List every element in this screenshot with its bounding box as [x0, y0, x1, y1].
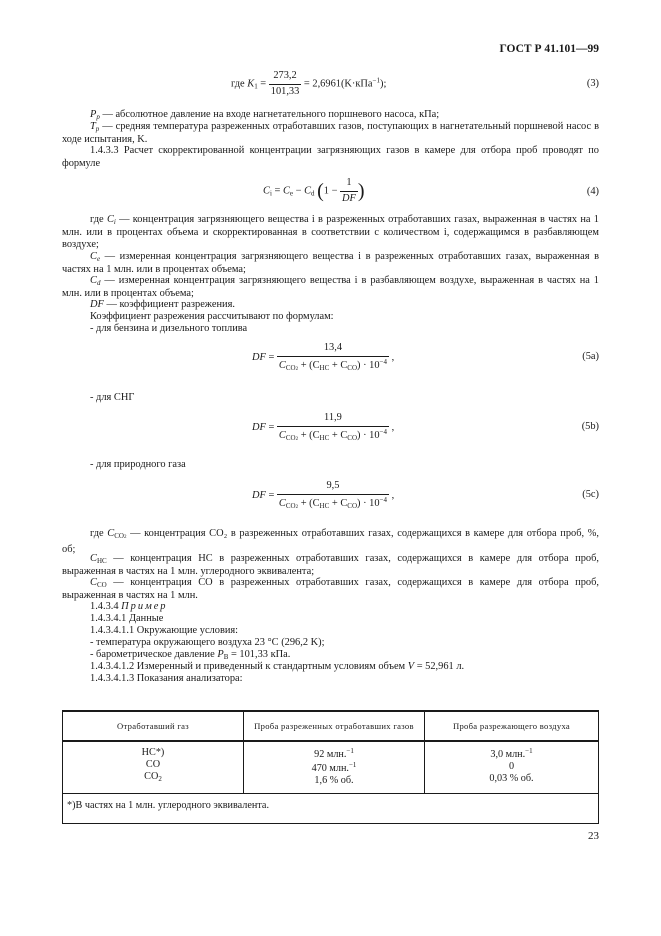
fraction: $\frac{13,4}{C_{CO2} + (C_{HC} + C_{CO}) \cdot 10^{-4}}$ [278, 342, 387, 372]
document-header: ГОСТ Р 41.101—99 [499, 43, 599, 55]
page-number: 23 [588, 830, 599, 842]
definition-ce: $C_e$ — измеренная концентрация загрязняющего вещества i в разреженных отработавших газах, выраженная в частях на 1 млн. или в процентах объема; [62, 251, 599, 275]
sample-cell: 92 млн.$^{-1}$ 470 млн.$^{-1}$ 1,6 % об. [244, 741, 425, 794]
equation-number: (3) [586, 78, 599, 89]
example-heading: 1.4.3.4 Пример [90, 601, 168, 612]
equation-5c: DF = $\frac{9,5}{C_{CO2} + (C_{HC} + C_{CO}) \cdot 10^{-4}}$ , [252, 480, 395, 510]
equation-4: $C_i = C_e - C_d$ (1 − $\frac{1}{DF}$ ) [263, 177, 365, 204]
example-data: 1.4.3.4.1 Данные [90, 613, 164, 624]
definition-ci: где $C_i$ — концентрация загрязняющего вещества i в разреженных отработавших газах, выраженная в частях на 1 млн. или в процентах объема и скорректированная в соответствии с количеством i, содержащимся в разбавляющем воздухе; [62, 214, 599, 251]
example-temperature: - температура окружающего воздуха 23 °С (296,2 K); [90, 637, 325, 648]
example-ambient: 1.4.3.4.1.1 Окружающие условия: [90, 625, 239, 636]
definition-tp: $T_p$ — средняя температура разреженных отработавших газов, поступающих в нагнетательный поршневой насос в ходе испытания, K. [62, 121, 599, 145]
equation-5a: DF = $\frac{13,4}{C_{CO2} + (C_{HC} + C_{CO}) \cdot 10^{-4}}$ , [252, 342, 395, 372]
definition-cco: $C_{CO}$ — концентрация CO в разреженных отработавших газах, содержащихся в камере для отбора проб, выраженная в частях на 1 млн. [62, 577, 599, 601]
definition-cd: $C_d$ — измеренная концентрация загрязняющего вещества i в разбавляющем воздухе, выраженная в частях на 1 млн. или в процентах объема; [62, 275, 599, 299]
fuel-petrol: - для бензина и дизельного топлива [90, 323, 248, 334]
table-header: Проба разреженных отработавших газов [244, 711, 425, 741]
equation-3: где $K_1$ = $\frac{273,2}{101,33}$ = 2,6961(K·кПа$^{-1}$); [231, 70, 387, 97]
air-cell: 3,0 млн.$^{-1}$ 0 0,03 % об. [425, 741, 599, 794]
fuel-lpg: - для СНГ [90, 392, 135, 403]
fraction: $\frac{273,2}{101,33}$ [270, 70, 300, 97]
definition-pp: $P_p$ — абсолютное давление на входе нагнетательного поршневого насоса, кПа; [90, 109, 440, 121]
df-intro: Коэффициент разрежения рассчитывают по формулам: [90, 311, 334, 322]
fuel-natural-gas: - для природного газа [90, 459, 186, 470]
equation-number: (5b) [581, 421, 599, 432]
table-header: Проба разрежающего воздуха [425, 711, 599, 741]
table-footnote: *)В частях на 1 млн. углеродного эквивалента. [63, 794, 599, 823]
example-analyzer: 1.4.3.4.1.3 Показания анализатора: [90, 673, 243, 684]
analyzer-table [62, 710, 599, 824]
example-volume: 1.4.3.4.1.2 Измеренный и приведенный к стандартным условиям объем V = 52,961 л. [90, 661, 465, 672]
definition-cco2: где $C_{CO2}$ — концентрация CO₂ в разреженных отработавших газах, содержащихся в камере для отбора проб, %, об; [62, 528, 599, 556]
definition-df: DF — коэффициент разрежения. [90, 299, 235, 310]
equation-number: (5c) [582, 489, 599, 500]
definition-chc: $C_{HC}$ — концентрация HC в разреженных отработавших газах, содержащихся в камере для отбора проб, выраженная в частях на 1 млн. углеродного эквивалента; [62, 553, 599, 577]
fraction: $\frac{11,9}{C_{CO2} + (C_{HC} + C_{CO}) \cdot 10^{-4}}$ [278, 412, 387, 442]
table-row [63, 741, 599, 794]
table-header: Отработавший газ [63, 711, 244, 741]
equation-number: (5a) [582, 351, 599, 362]
gas-cell: HC*) CO $CO_2$ [63, 741, 244, 794]
equation-5b: DF = $\frac{11,9}{C_{CO2} + (C_{HC} + C_{CO}) \cdot 10^{-4}}$ , [252, 412, 395, 442]
fraction: $\frac{1}{DF}$ [342, 177, 356, 204]
paragraph-1-4-3-3: 1.4.3.3 Расчет скорректированной концентрации загрязняющих газов в камере для отбора проб проводят по формуле [62, 145, 599, 169]
example-pressure: - барометрическое давление $P_B = 101,33$ кПа. [90, 649, 291, 661]
equation-number: (4) [586, 186, 599, 197]
fraction: $\frac{9,5}{C_{CO2} + (C_{HC} + C_{CO}) \cdot 10^{-4}}$ [278, 480, 387, 510]
